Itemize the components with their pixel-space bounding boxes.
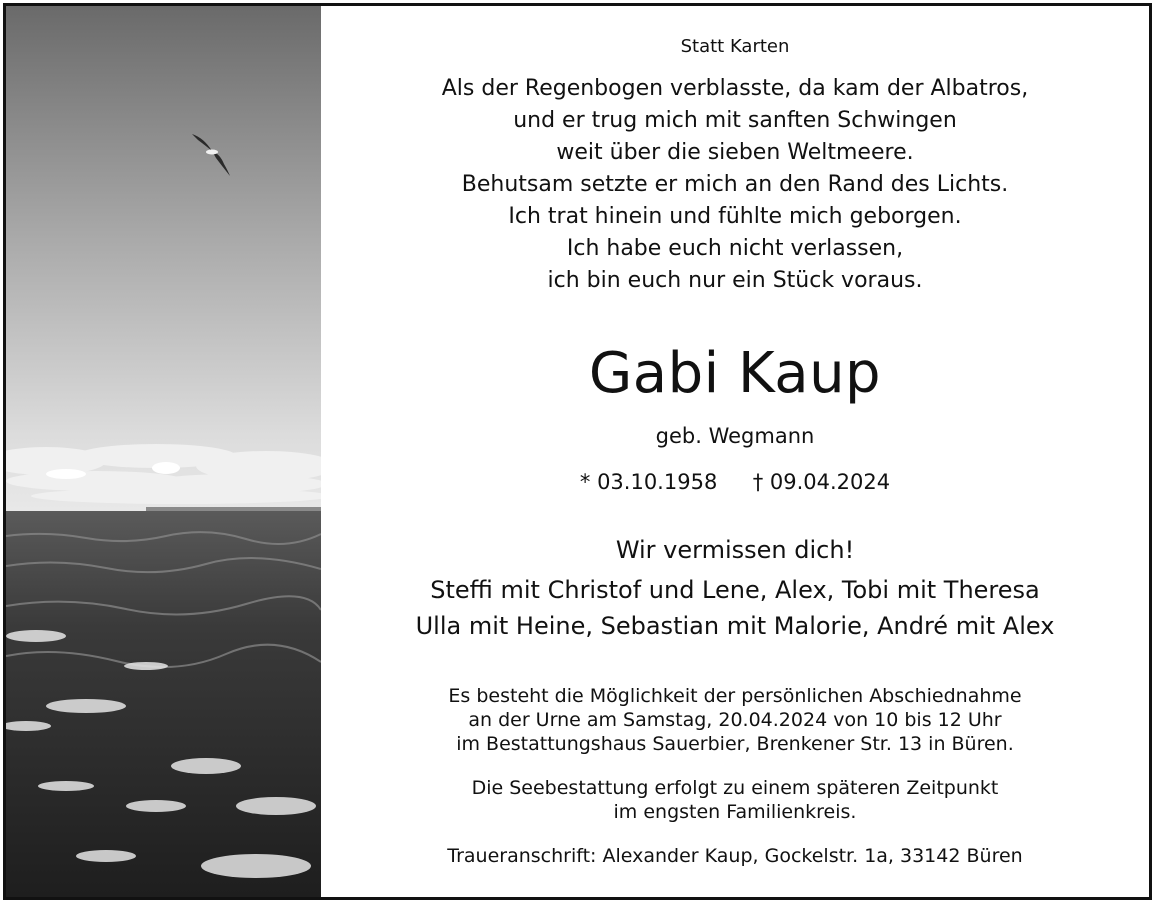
poem-line: Als der Regenbogen verblasste, da kam der Albatros, — [441, 76, 1029, 101]
farewell-line: im Bestattungshaus Sauerbier, Brenkener Str. 13 in Büren. — [456, 733, 1014, 755]
deceased-name: Gabi Kaup — [588, 341, 882, 406]
notice-text — [321, 6, 1149, 897]
mourners-line: Steffi mit Christof und Lene, Alex, Tobi mit Theresa — [430, 576, 1040, 604]
maiden-name: geb. Wegmann — [655, 424, 815, 448]
burial-line: im engsten Familienkreis. — [613, 801, 857, 823]
poem-line: Ich habe euch nicht verlassen, — [566, 236, 904, 261]
obituary-notice — [3, 3, 1152, 900]
mourning-address: Traueranschrift: Alexander Kaup, Gockelstr. 1a, 33142 Büren — [447, 845, 1023, 867]
poem-line: und er trug mich mit sanften Schwingen — [513, 108, 957, 133]
mourners-heading: Wir vermissen dich! — [615, 536, 855, 564]
poem-line: Ich trat hinein und fühlte mich geborgen. — [508, 204, 962, 229]
mourners-line: Ulla mit Heine, Sebastian mit Malorie, André mit Alex — [415, 612, 1055, 640]
poem-line: Behutsam setzte er mich an den Rand des Lichts. — [461, 172, 1009, 197]
farewell-info — [321, 684, 1149, 756]
burial-line: Die Seebestattung erfolgt zu einem späteren Zeitpunkt — [471, 777, 999, 799]
poem-line: ich bin euch nur ein Stück voraus. — [547, 268, 923, 293]
life-dates — [321, 470, 1149, 494]
poem — [321, 73, 1149, 297]
poem-line: weit über die sieben Weltmeere. — [556, 140, 914, 165]
burial-info — [321, 776, 1149, 824]
birth-date: * 03.10.1958 — [579, 470, 718, 494]
farewell-line: an der Urne am Samstag, 20.04.2024 von 10 bis 12 Uhr — [468, 709, 1002, 731]
death-date: † 09.04.2024 — [752, 470, 891, 494]
statt-karten-label: Statt Karten — [680, 36, 790, 57]
mourners-list — [321, 572, 1149, 644]
sea-photo — [6, 6, 321, 897]
farewell-line: Es besteht die Möglichkeit der persönlichen Abschiednahme — [448, 685, 1022, 707]
